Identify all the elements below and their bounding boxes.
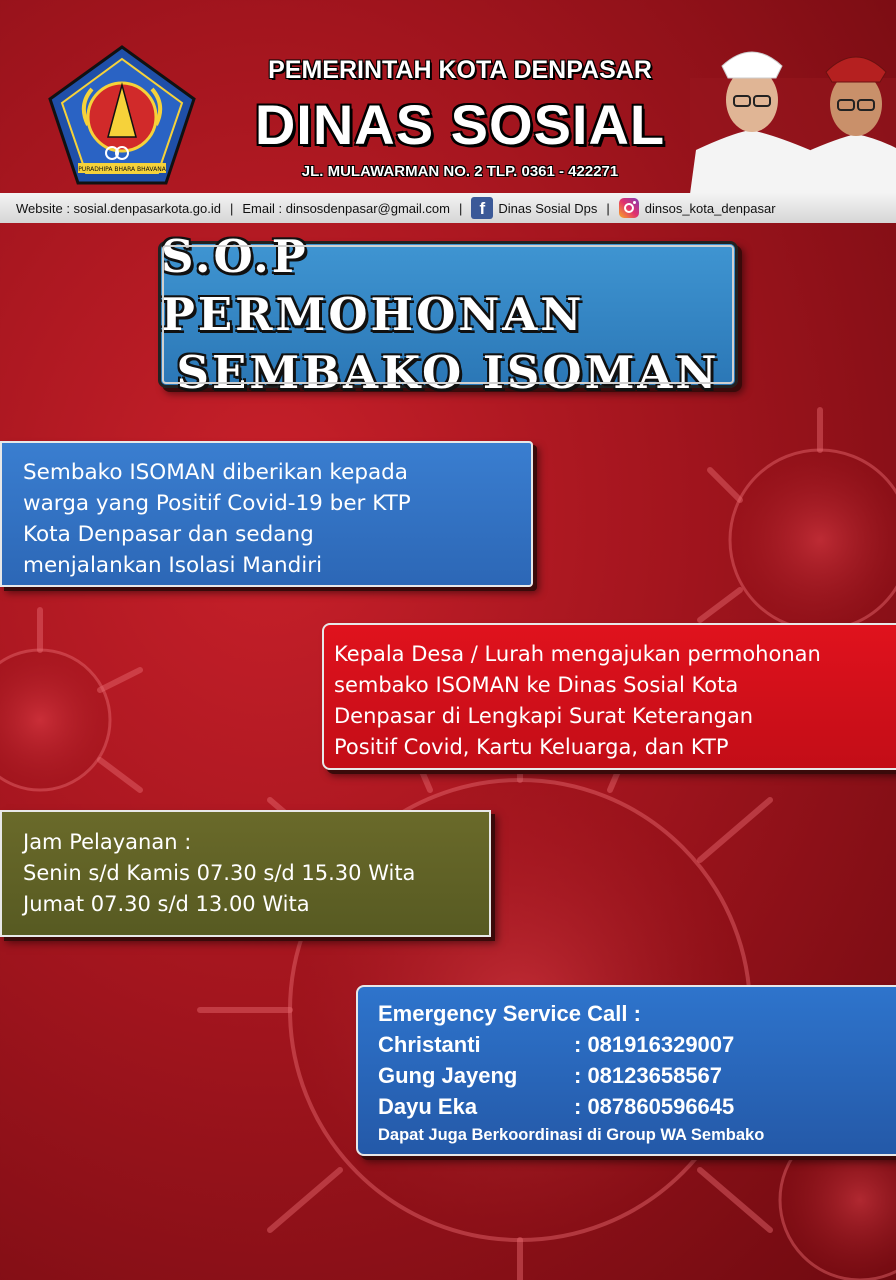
facebook-link[interactable]: Dinas Sosial Dps <box>498 200 598 216</box>
emergency-contact-row <box>378 1091 896 1122</box>
hours-line: Senin s/d Kamis 07.30 s/d 15.30 Wita <box>23 861 416 885</box>
whatsapp-group-note: Dapat Juga Berkoordinasi di Group WA Sembako <box>378 1126 765 1144</box>
title-line-2: SEMBAKO ISOMAN <box>176 345 720 399</box>
separator: | <box>458 200 463 216</box>
facebook-icon: f <box>471 197 493 219</box>
title-line-1: S.O.P PERMOHONAN <box>161 229 585 341</box>
office-address: JL. MULAWARMAN NO. 2 TLP. 0361 - 422271 <box>301 163 619 180</box>
service-hours-box <box>0 810 491 937</box>
requirement-line: Positif Covid, Kartu Keluarga, dan KTP <box>334 735 729 759</box>
hours-title: Jam Pelayanan : <box>23 830 192 854</box>
info-line: Kota Denpasar dan sedang <box>23 522 314 547</box>
eligibility-info-box <box>0 441 533 587</box>
department-title: DINAS SOSIAL <box>254 93 666 156</box>
emergency-title: Emergency Service Call : <box>378 1001 641 1026</box>
info-line: warga yang Positif Covid-19 ber KTP <box>23 491 411 516</box>
sop-title-box <box>158 229 738 399</box>
government-title: PEMERINTAH KOTA DENPASAR <box>268 56 652 84</box>
officials-photo <box>690 38 896 194</box>
website-link[interactable]: Website : sosial.denpasarkota.go.id <box>16 200 221 216</box>
contact-name: Dayu Eka <box>378 1094 478 1119</box>
contact-phone[interactable]: : 087860596645 <box>574 1094 735 1119</box>
contact-info-bar <box>0 193 896 223</box>
hours-line: Jumat 07.30 s/d 13.00 Wita <box>23 892 310 916</box>
contact-phone[interactable]: : 081916329007 <box>574 1032 735 1057</box>
requirement-line: Denpasar di Lengkapi Surat Keterangan <box>334 704 754 728</box>
denpasar-city-seal-icon <box>48 45 196 185</box>
instagram-link[interactable]: dinsos_kota_denpasar <box>644 200 776 216</box>
emergency-contacts-box <box>356 985 896 1156</box>
instagram-icon <box>619 198 639 218</box>
separator: | <box>606 200 610 216</box>
contact-name: Christanti <box>378 1032 481 1057</box>
contact-name: Gung Jayeng <box>378 1063 518 1088</box>
application-requirements-box <box>322 623 896 770</box>
requirement-line: Kepala Desa / Lurah mengajukan permohonan <box>334 642 821 666</box>
separator: | <box>230 200 234 216</box>
contact-phone[interactable]: : 08123658567 <box>574 1063 723 1088</box>
requirement-line: sembako ISOMAN ke Dinas Sosial Kota <box>334 673 739 697</box>
logo-motto: PURADHIPA BHARA BHAVANA <box>78 166 166 173</box>
letterhead-header <box>0 0 896 193</box>
emergency-contact-row <box>378 1029 896 1060</box>
emergency-contact-row <box>378 1060 896 1091</box>
email-link[interactable]: Email : dinsosdenpasar@gmail.com <box>242 200 450 216</box>
info-line: Sembako ISOMAN diberikan kepada <box>23 460 408 485</box>
info-line: menjalankan Isolasi Mandiri <box>23 553 323 578</box>
